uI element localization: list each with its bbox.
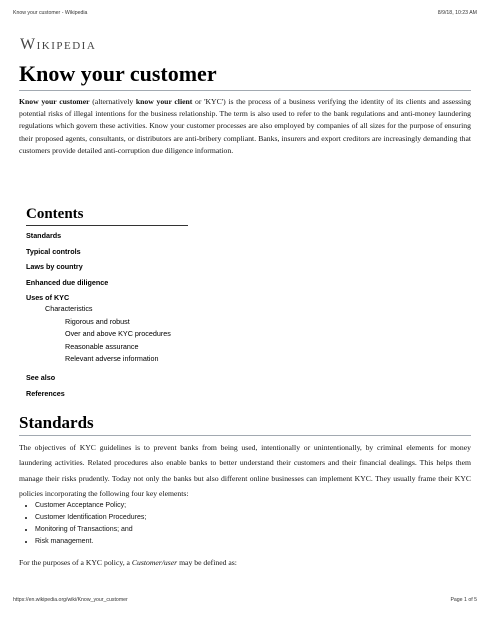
print-footer xyxy=(13,597,477,603)
toc-item[interactable]: Over and above KYC procedures xyxy=(65,329,171,338)
toc-item[interactable]: See also xyxy=(26,373,56,382)
table-of-contents xyxy=(26,206,188,398)
toc-item[interactable]: Typical controls xyxy=(26,246,81,256)
toc-item[interactable]: Characteristics xyxy=(45,304,93,313)
print-footer-url: https://en.wikipedia.org/wiki/Know_your_customer xyxy=(13,597,128,603)
list-item: • Customer Identification Procedures; xyxy=(35,512,146,524)
toc-item[interactable]: Rigorous and robust xyxy=(65,316,130,326)
list-item: • Monitoring of Transactions; and xyxy=(35,524,146,536)
title-divider xyxy=(19,90,471,91)
list-item: • Customer Acceptance Policy; xyxy=(35,500,146,512)
print-header xyxy=(13,10,477,16)
wikipedia-logo[interactable]: Wikipedia xyxy=(20,36,97,53)
toc-item[interactable]: Uses of KYC xyxy=(26,293,70,302)
p2-text-before: For the purposes of a KYC policy, a xyxy=(19,558,132,567)
print-header-title: Know your customer - Wikipedia xyxy=(13,10,88,16)
page-title: Know your customer xyxy=(19,61,217,86)
print-header-datetime: 8/9/18, 10:23 AM xyxy=(437,10,477,16)
toc-list xyxy=(26,231,188,398)
lead-text-2: or 'KYC') is the process of a business verifying the identity of its clients and assessing potential risks of illegal intentions for the business relationship. The term is also used to refer to the bank regulations and anti-money laundering regulations which govern these activities. Know your customer processes are also employed by companies of all sizes for the purpose of ensuring their proposed agents, consultants, or distributors are anti-bribery compliant. Banks, insurers and export creditors are increasingly demanding that customers provide detailed anti-corruption due diligence information. xyxy=(19,97,471,155)
section-heading-standards: Standards xyxy=(19,413,94,432)
print-footer-page: Page 1 of 5 xyxy=(450,597,477,603)
toc-item[interactable]: Reasonable assurance xyxy=(65,341,139,351)
toc-title: Contents xyxy=(26,206,188,226)
p2-text-after: may be defined as: xyxy=(177,558,237,567)
standards-paragraph: The objectives of KYC guidelines is to prevent banks from being used, intentionally or unintentionally, by criminal elements for money laundering activities. Related procedures also enable banks to better understand their customers and their financial dealings. This helps them manage their risks prudently. Today not only the banks but also different online businesses can implement KYC. They usually frame their KYC policies incorporating the following four key elements: xyxy=(19,443,471,499)
lead-text-1: (alternatively xyxy=(89,97,136,106)
lead-paragraph xyxy=(19,96,471,157)
customer-definition-paragraph xyxy=(19,555,471,570)
toc-item[interactable]: References xyxy=(26,388,65,398)
p2-term: Customer/user xyxy=(131,558,178,567)
toc-item[interactable]: Standards xyxy=(26,231,62,240)
toc-item[interactable]: Relevant adverse information xyxy=(65,354,159,363)
list-item: • Risk management. xyxy=(35,536,146,548)
toc-item[interactable]: Enhanced due diligence xyxy=(26,277,109,287)
lead-term: Know your customer xyxy=(19,97,90,106)
key-elements-list xyxy=(19,500,146,548)
toc-item[interactable]: Laws by country xyxy=(26,262,83,271)
section-divider xyxy=(19,435,471,436)
lead-alt-term: know your client xyxy=(135,97,193,106)
